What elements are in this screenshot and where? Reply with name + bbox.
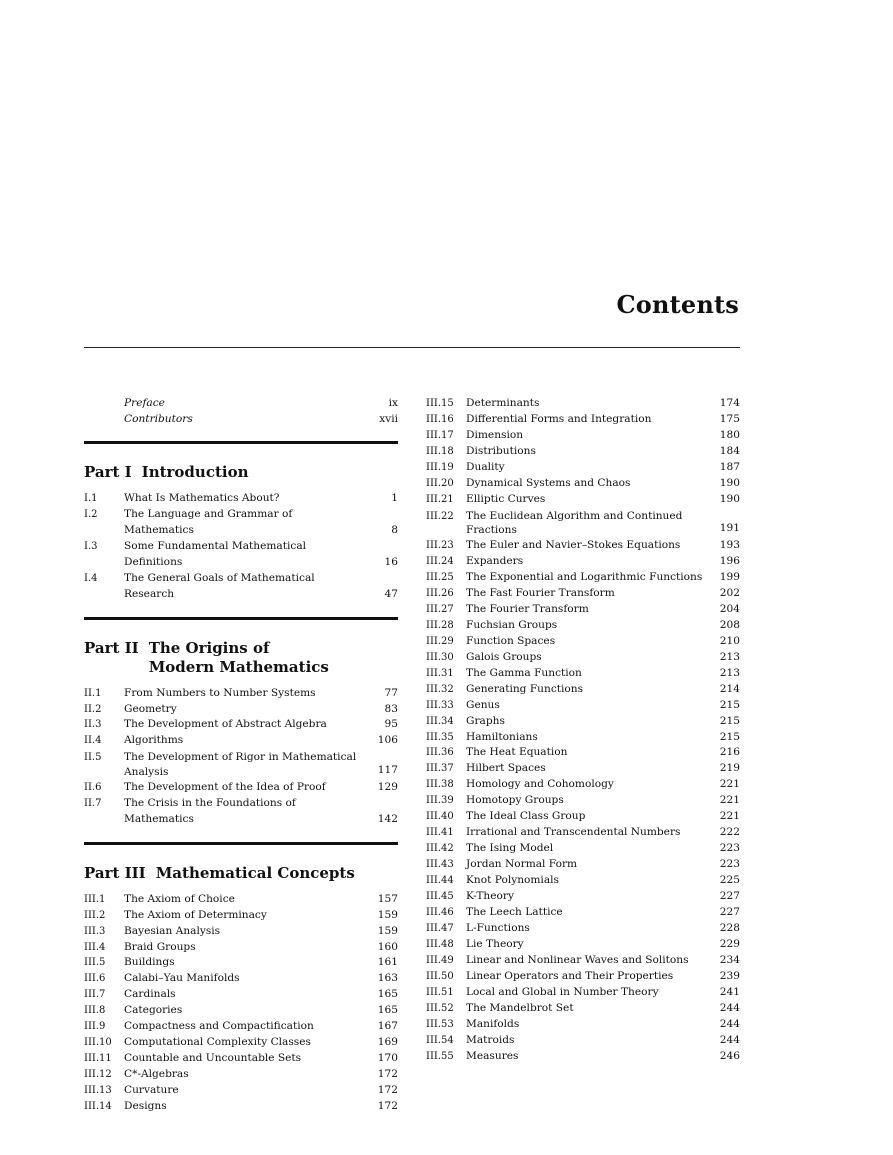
entry-page-number: 8 bbox=[391, 523, 398, 536]
entry-number: III.26 bbox=[426, 587, 454, 599]
part-name: The Origins of Modern Mathematics bbox=[148, 638, 329, 676]
entry-number: III.21 bbox=[426, 493, 454, 505]
toc-entry[interactable] bbox=[84, 507, 398, 539]
toc-entry[interactable] bbox=[426, 698, 740, 714]
toc-entry[interactable] bbox=[426, 492, 740, 508]
entry-number: III.5 bbox=[84, 957, 106, 969]
toc-entry[interactable] bbox=[84, 686, 398, 702]
entry-number: III.27 bbox=[426, 603, 454, 615]
part-divider bbox=[84, 842, 398, 845]
entry-number: III.17 bbox=[426, 429, 454, 441]
toc-entry[interactable] bbox=[84, 1051, 398, 1067]
entry-page-number: 227 bbox=[719, 890, 740, 903]
entry-title: The General Goals of Mathematical Research bbox=[124, 571, 315, 600]
entry-number: III.9 bbox=[84, 1021, 106, 1033]
toc-entry[interactable] bbox=[84, 955, 398, 971]
toc-entry[interactable] bbox=[426, 745, 740, 761]
entry-number: III.54 bbox=[426, 1034, 454, 1046]
entry-page-number: 190 bbox=[719, 476, 740, 489]
entry-page-number: 47 bbox=[384, 587, 398, 600]
entry-title: The Development of Abstract Algebra bbox=[124, 718, 327, 731]
entry-page-number: 227 bbox=[719, 906, 740, 918]
toc-entry[interactable] bbox=[84, 396, 398, 412]
entry-title: What Is Mathematics About? bbox=[124, 491, 280, 504]
entry-title: The Language and Grammar of Mathematics bbox=[124, 507, 293, 536]
toc-entry[interactable] bbox=[426, 793, 740, 809]
part-heading bbox=[84, 639, 398, 677]
entry-number: III.46 bbox=[426, 907, 454, 918]
entry-title: C*-Algebras bbox=[124, 1068, 189, 1081]
entry-title: Dynamical Systems and Chaos bbox=[466, 476, 631, 489]
toc-entry[interactable] bbox=[84, 733, 398, 749]
entry-title: Hamiltonians bbox=[466, 730, 538, 743]
entry-page-number: 221 bbox=[719, 794, 740, 807]
entry-page-number: 219 bbox=[719, 762, 740, 775]
entry-number: III.37 bbox=[426, 763, 454, 775]
toc-entry[interactable] bbox=[426, 460, 740, 476]
toc-entry[interactable] bbox=[84, 796, 398, 828]
entry-title: Curvature bbox=[124, 1084, 179, 1097]
entry-title: The Axiom of Choice bbox=[124, 892, 235, 905]
entry-page-number: 214 bbox=[719, 682, 740, 695]
entry-number: III.10 bbox=[84, 1037, 112, 1049]
toc-entry[interactable] bbox=[426, 809, 740, 825]
toc-entry[interactable] bbox=[426, 921, 740, 937]
entry-page-number: 174 bbox=[719, 397, 740, 409]
toc-entry[interactable] bbox=[426, 714, 740, 730]
entry-number: III.31 bbox=[426, 667, 454, 679]
entry-page-number: 95 bbox=[384, 718, 398, 731]
entry-title: Categories bbox=[124, 1004, 183, 1017]
entry-number: II.4 bbox=[84, 735, 102, 747]
entry-title: Homology and Cohomology bbox=[466, 778, 614, 791]
entry-title: From Numbers to Number Systems bbox=[124, 686, 316, 699]
entry-title: Manifolds bbox=[466, 1017, 520, 1030]
entry-page-number: 172 bbox=[377, 1084, 398, 1097]
entry-title: The Euler and Navier–Stokes Equations bbox=[466, 539, 681, 552]
entry-title: Matroids bbox=[466, 1033, 515, 1046]
entry-title: Linear Operators and Their Properties bbox=[466, 969, 674, 982]
entry-page-number: 229 bbox=[719, 937, 740, 950]
entry-number: III.38 bbox=[426, 779, 454, 791]
entry-page-number: 216 bbox=[719, 746, 740, 759]
entry-page-number: 190 bbox=[719, 492, 740, 505]
entry-number: III.53 bbox=[426, 1018, 454, 1030]
entry-number: III.43 bbox=[426, 859, 454, 871]
toc-entry[interactable] bbox=[426, 570, 740, 586]
entry-number: III.51 bbox=[426, 986, 454, 998]
entry-page-number: 170 bbox=[377, 1052, 398, 1065]
entry-title: The Axiom of Determinacy bbox=[124, 908, 267, 921]
entry-title: Some Fundamental Mathematical Definitions bbox=[124, 539, 307, 568]
entry-page-number: 241 bbox=[719, 985, 740, 998]
toc-right-column bbox=[426, 396, 740, 1065]
entry-number: III.19 bbox=[426, 461, 454, 473]
toc-entry[interactable] bbox=[426, 602, 740, 618]
entry-title: Computational Complexity Classes bbox=[124, 1036, 311, 1049]
entry-title: The Ideal Class Group bbox=[466, 810, 586, 823]
entry-page-number: 172 bbox=[377, 1100, 398, 1113]
entry-title: Local and Global in Number Theory bbox=[466, 985, 659, 998]
entry-number: III.4 bbox=[84, 941, 106, 953]
entry-number: III.29 bbox=[426, 635, 454, 647]
entry-number: III.41 bbox=[426, 827, 454, 839]
entry-title: Expanders bbox=[466, 555, 524, 568]
toc-entry[interactable] bbox=[426, 509, 740, 537]
toc-entry[interactable] bbox=[426, 682, 740, 698]
entry-page-number: 244 bbox=[719, 1001, 740, 1014]
entry-number: III.35 bbox=[426, 731, 454, 743]
toc-entry[interactable] bbox=[426, 476, 740, 492]
entry-number: III.11 bbox=[84, 1053, 112, 1065]
entry-title: Duality bbox=[466, 460, 505, 473]
entry-title: Distributions bbox=[466, 444, 536, 457]
part-number: Part II bbox=[84, 638, 139, 657]
entry-number: III.3 bbox=[84, 925, 106, 937]
entry-title: Bayesian Analysis bbox=[124, 924, 221, 937]
entry-number: III.52 bbox=[426, 1002, 454, 1014]
entry-title: Lie Theory bbox=[466, 937, 524, 950]
entry-page-number: 225 bbox=[719, 874, 740, 887]
entry-title: The Fourier Transform bbox=[466, 602, 589, 615]
entry-title: Genus bbox=[466, 698, 500, 711]
toc-entry[interactable] bbox=[84, 412, 398, 428]
entry-title: Calabi–Yau Manifolds bbox=[124, 972, 240, 985]
part-heading bbox=[84, 463, 398, 482]
toc-entry[interactable] bbox=[426, 969, 740, 985]
toc-entry[interactable] bbox=[84, 1067, 398, 1083]
entry-number: II.5 bbox=[84, 752, 102, 764]
entry-title: The Exponential and Logarithmic Functions bbox=[466, 570, 703, 583]
toc-entry[interactable] bbox=[426, 412, 740, 428]
entry-page-number: 157 bbox=[377, 892, 398, 905]
entry-title: Differential Forms and Integration bbox=[466, 412, 652, 425]
toc-entry[interactable] bbox=[426, 857, 740, 873]
entry-page-number: 163 bbox=[377, 972, 398, 985]
toc-entry[interactable] bbox=[84, 702, 398, 718]
entry-title: Determinants bbox=[466, 397, 540, 409]
entry-number: II.6 bbox=[84, 781, 102, 793]
entry-title: Galois Groups bbox=[466, 650, 542, 663]
entry-page-number: 117 bbox=[377, 763, 398, 776]
part-entries bbox=[84, 686, 398, 828]
entry-page-number: 142 bbox=[377, 812, 398, 825]
entry-page-number: 222 bbox=[719, 826, 740, 839]
entry-page-number: 169 bbox=[377, 1036, 398, 1049]
entry-title: The Leech Lattice bbox=[466, 906, 563, 918]
toc-entry[interactable] bbox=[84, 971, 398, 987]
entry-title: Jordan Normal Form bbox=[466, 858, 578, 871]
entry-page-number: 204 bbox=[719, 602, 740, 615]
entry-number: III.1 bbox=[84, 893, 106, 905]
entry-page-number: 165 bbox=[377, 1004, 398, 1017]
toc-entry[interactable] bbox=[426, 777, 740, 793]
entry-number: III.47 bbox=[426, 922, 454, 934]
entry-page-number: 213 bbox=[719, 666, 740, 679]
entry-title: Designs bbox=[124, 1100, 167, 1113]
part-name: Mathematical Concepts bbox=[155, 863, 355, 882]
entry-title: The Heat Equation bbox=[466, 746, 568, 759]
part-divider bbox=[84, 441, 398, 444]
part-name: Introduction bbox=[141, 462, 249, 481]
toc-entry[interactable] bbox=[426, 586, 740, 602]
toc-entry[interactable] bbox=[426, 841, 740, 857]
entry-number: III.30 bbox=[426, 651, 454, 663]
entry-number: III.50 bbox=[426, 970, 454, 982]
part-divider bbox=[84, 617, 398, 620]
entry-number: III.22 bbox=[426, 510, 454, 522]
entry-page-number: 1 bbox=[391, 491, 398, 504]
toc-entry[interactable] bbox=[426, 761, 740, 777]
part-number: Part I bbox=[84, 462, 132, 481]
entry-title: The Euclidean Algorithm and Continued Fractions bbox=[466, 509, 683, 536]
toc-left-column bbox=[84, 396, 398, 1115]
entry-title: Elliptic Curves bbox=[466, 492, 546, 505]
toc-entry[interactable] bbox=[426, 650, 740, 666]
entry-page-number: 221 bbox=[719, 778, 740, 791]
entry-page-number: 244 bbox=[719, 1017, 740, 1030]
entry-page-number: 180 bbox=[719, 428, 740, 441]
toc-entry[interactable] bbox=[426, 889, 740, 905]
entry-number: III.18 bbox=[426, 445, 454, 457]
entry-title: The Crisis in the Foundations of Mathematics bbox=[124, 796, 296, 825]
toc-entry[interactable] bbox=[84, 539, 398, 571]
entry-number: III.23 bbox=[426, 540, 454, 552]
entry-number: III.6 bbox=[84, 973, 106, 985]
entry-title: The Development of the Idea of Proof bbox=[124, 780, 326, 793]
toc-entry[interactable] bbox=[84, 1083, 398, 1099]
entry-title: Hilbert Spaces bbox=[466, 762, 546, 775]
entry-number: III.16 bbox=[426, 413, 454, 425]
part-entries bbox=[84, 491, 398, 603]
toc-entry[interactable] bbox=[426, 937, 740, 953]
entry-page-number: 161 bbox=[377, 956, 398, 969]
entry-title: Buildings bbox=[124, 956, 175, 969]
entry-number: III.39 bbox=[426, 795, 454, 807]
entry-page-number: 202 bbox=[719, 586, 740, 599]
toc-entry[interactable] bbox=[84, 1003, 398, 1019]
entry-number: III.32 bbox=[426, 683, 454, 695]
entry-page-number: 196 bbox=[719, 555, 740, 568]
entry-page-number: 199 bbox=[719, 570, 740, 583]
entry-page-number: 167 bbox=[377, 1020, 398, 1033]
front-matter-list bbox=[84, 396, 398, 428]
entry-page-number: 210 bbox=[719, 634, 740, 647]
entry-number: II.3 bbox=[84, 719, 102, 731]
entry-title: Homotopy Groups bbox=[466, 794, 564, 807]
entry-number: III.49 bbox=[426, 954, 454, 966]
entry-page-number: 184 bbox=[719, 444, 740, 457]
entry-title: Geometry bbox=[124, 702, 177, 715]
entry-page-number: 77 bbox=[384, 686, 398, 699]
entry-number: III.48 bbox=[426, 938, 454, 950]
toc-entry[interactable] bbox=[426, 428, 740, 444]
entry-page-number: 246 bbox=[719, 1049, 740, 1062]
entry-title: The Mandelbrot Set bbox=[466, 1001, 574, 1014]
entry-title: Knot Polynomials bbox=[466, 874, 559, 887]
entry-page-number: 160 bbox=[377, 940, 398, 953]
toc-entry[interactable] bbox=[426, 1001, 740, 1017]
toc-entry[interactable] bbox=[426, 825, 740, 841]
toc-entry[interactable] bbox=[84, 717, 398, 733]
entry-page-number: 215 bbox=[719, 698, 740, 711]
toc-entry[interactable] bbox=[426, 666, 740, 682]
entry-number: II.1 bbox=[84, 687, 102, 699]
toc-entry[interactable] bbox=[84, 924, 398, 940]
entry-number: II.7 bbox=[84, 797, 102, 809]
entry-number: III.28 bbox=[426, 619, 454, 631]
entry-number: I.3 bbox=[84, 540, 98, 552]
toc-entry[interactable] bbox=[426, 1033, 740, 1049]
toc-entry[interactable] bbox=[426, 905, 740, 921]
toc-entry[interactable] bbox=[426, 953, 740, 969]
toc-entry[interactable] bbox=[426, 1017, 740, 1033]
entry-title: Fuchsian Groups bbox=[466, 618, 558, 631]
entry-page-number: 193 bbox=[719, 539, 740, 552]
entry-title: Generating Functions bbox=[466, 682, 584, 695]
entry-page-number: 223 bbox=[719, 858, 740, 871]
entry-page-number: 106 bbox=[377, 734, 398, 747]
entry-title: Preface bbox=[124, 397, 165, 409]
part-number: Part III bbox=[84, 863, 146, 882]
entry-page-number: 215 bbox=[719, 714, 740, 727]
entry-page-number: 215 bbox=[719, 730, 740, 743]
entry-number: III.2 bbox=[84, 909, 106, 921]
entry-page-number: 175 bbox=[719, 412, 740, 425]
entry-page-number: ix bbox=[388, 397, 398, 409]
entry-page-number: 159 bbox=[377, 908, 398, 921]
entry-page-number: 234 bbox=[719, 953, 740, 966]
toc-entry[interactable] bbox=[426, 444, 740, 460]
entry-page-number: 244 bbox=[719, 1033, 740, 1046]
entry-page-number: 228 bbox=[719, 921, 740, 934]
title-rule bbox=[84, 347, 740, 348]
entry-page-number: 223 bbox=[719, 842, 740, 855]
entry-page-number: 16 bbox=[384, 555, 398, 568]
entry-page-number: 221 bbox=[719, 810, 740, 823]
entry-title: The Ising Model bbox=[466, 842, 554, 855]
entry-number: III.12 bbox=[84, 1069, 112, 1081]
entry-number: III.55 bbox=[426, 1050, 454, 1062]
toc-entry[interactable] bbox=[84, 750, 398, 778]
entry-title: K-Theory bbox=[466, 890, 514, 903]
entry-page-number: 239 bbox=[719, 969, 740, 982]
entry-number: III.33 bbox=[426, 699, 454, 711]
entry-title: Algorithms bbox=[124, 734, 184, 747]
entry-page-number: 165 bbox=[377, 988, 398, 1001]
entry-page-number: 129 bbox=[377, 780, 398, 793]
entry-page-number: 159 bbox=[377, 924, 398, 937]
entry-number: I.2 bbox=[84, 508, 98, 520]
toc-entry[interactable] bbox=[84, 780, 398, 796]
entry-number: III.20 bbox=[426, 477, 454, 489]
entry-page-number: 172 bbox=[377, 1068, 398, 1081]
entry-title: The Fast Fourier Transform bbox=[466, 586, 615, 599]
entry-page-number: 83 bbox=[384, 702, 398, 715]
entry-page-number: 191 bbox=[719, 522, 740, 535]
entry-number: III.24 bbox=[426, 556, 454, 568]
part-heading bbox=[84, 864, 398, 883]
entry-number: I.1 bbox=[84, 492, 98, 504]
entry-title: Dimension bbox=[466, 428, 524, 441]
toc-entry[interactable] bbox=[426, 538, 740, 554]
toc-entry[interactable] bbox=[84, 1035, 398, 1051]
entry-number: III.13 bbox=[84, 1085, 112, 1097]
toc-entry[interactable] bbox=[84, 1099, 398, 1115]
page-title: Contents bbox=[616, 290, 739, 319]
toc-entry[interactable] bbox=[84, 1019, 398, 1035]
entry-title: Countable and Uncountable Sets bbox=[124, 1052, 302, 1065]
entry-number: III.8 bbox=[84, 1005, 106, 1017]
entry-title: Cardinals bbox=[124, 988, 176, 1001]
entry-page-number: xvii bbox=[379, 412, 398, 425]
entry-title: Braid Groups bbox=[124, 940, 196, 953]
toc-entry[interactable] bbox=[84, 940, 398, 956]
entry-title: The Gamma Function bbox=[466, 666, 582, 679]
entry-number: III.44 bbox=[426, 875, 454, 887]
entry-title: Function Spaces bbox=[466, 634, 556, 647]
entry-number: III.40 bbox=[426, 811, 454, 823]
entry-number: III.42 bbox=[426, 843, 454, 855]
entry-page-number: 213 bbox=[719, 650, 740, 663]
part-entries bbox=[84, 892, 398, 1115]
toc-entry[interactable] bbox=[426, 873, 740, 889]
entry-title: The Development of Rigor in Mathematical Analysis bbox=[124, 751, 357, 778]
toc-entry[interactable] bbox=[426, 554, 740, 570]
toc-entry[interactable] bbox=[84, 892, 398, 908]
toc-entry[interactable] bbox=[84, 571, 398, 603]
entry-number: III.45 bbox=[426, 891, 454, 903]
entry-title: Contributors bbox=[124, 412, 193, 425]
entry-number: III.7 bbox=[84, 989, 106, 1001]
entry-number: III.34 bbox=[426, 715, 454, 727]
toc-entry[interactable] bbox=[426, 730, 740, 746]
entry-title: Irrational and Transcendental Numbers bbox=[466, 826, 681, 839]
entry-page-number: 208 bbox=[719, 618, 740, 631]
toc-entry[interactable] bbox=[426, 396, 740, 412]
entry-title: Compactness and Compactification bbox=[124, 1020, 314, 1033]
entry-number: III.15 bbox=[426, 398, 454, 409]
entry-title: Linear and Nonlinear Waves and Solitons bbox=[466, 953, 689, 966]
entry-title: L-Functions bbox=[466, 921, 530, 934]
toc-entry[interactable] bbox=[426, 985, 740, 1001]
toc-entry[interactable] bbox=[84, 491, 398, 507]
toc-entry[interactable] bbox=[426, 634, 740, 650]
entry-title: Measures bbox=[466, 1049, 519, 1062]
entry-page-number: 187 bbox=[719, 460, 740, 473]
entry-number: III.25 bbox=[426, 571, 454, 583]
toc-entry[interactable] bbox=[84, 987, 398, 1003]
entry-title: Graphs bbox=[466, 714, 505, 727]
entry-number: III.14 bbox=[84, 1101, 112, 1113]
toc-entry[interactable] bbox=[426, 1049, 740, 1065]
toc-entry[interactable] bbox=[426, 618, 740, 634]
entry-number: III.36 bbox=[426, 747, 454, 759]
toc-entry[interactable] bbox=[84, 908, 398, 924]
entry-number: I.4 bbox=[84, 572, 98, 584]
entry-number: II.2 bbox=[84, 703, 102, 715]
